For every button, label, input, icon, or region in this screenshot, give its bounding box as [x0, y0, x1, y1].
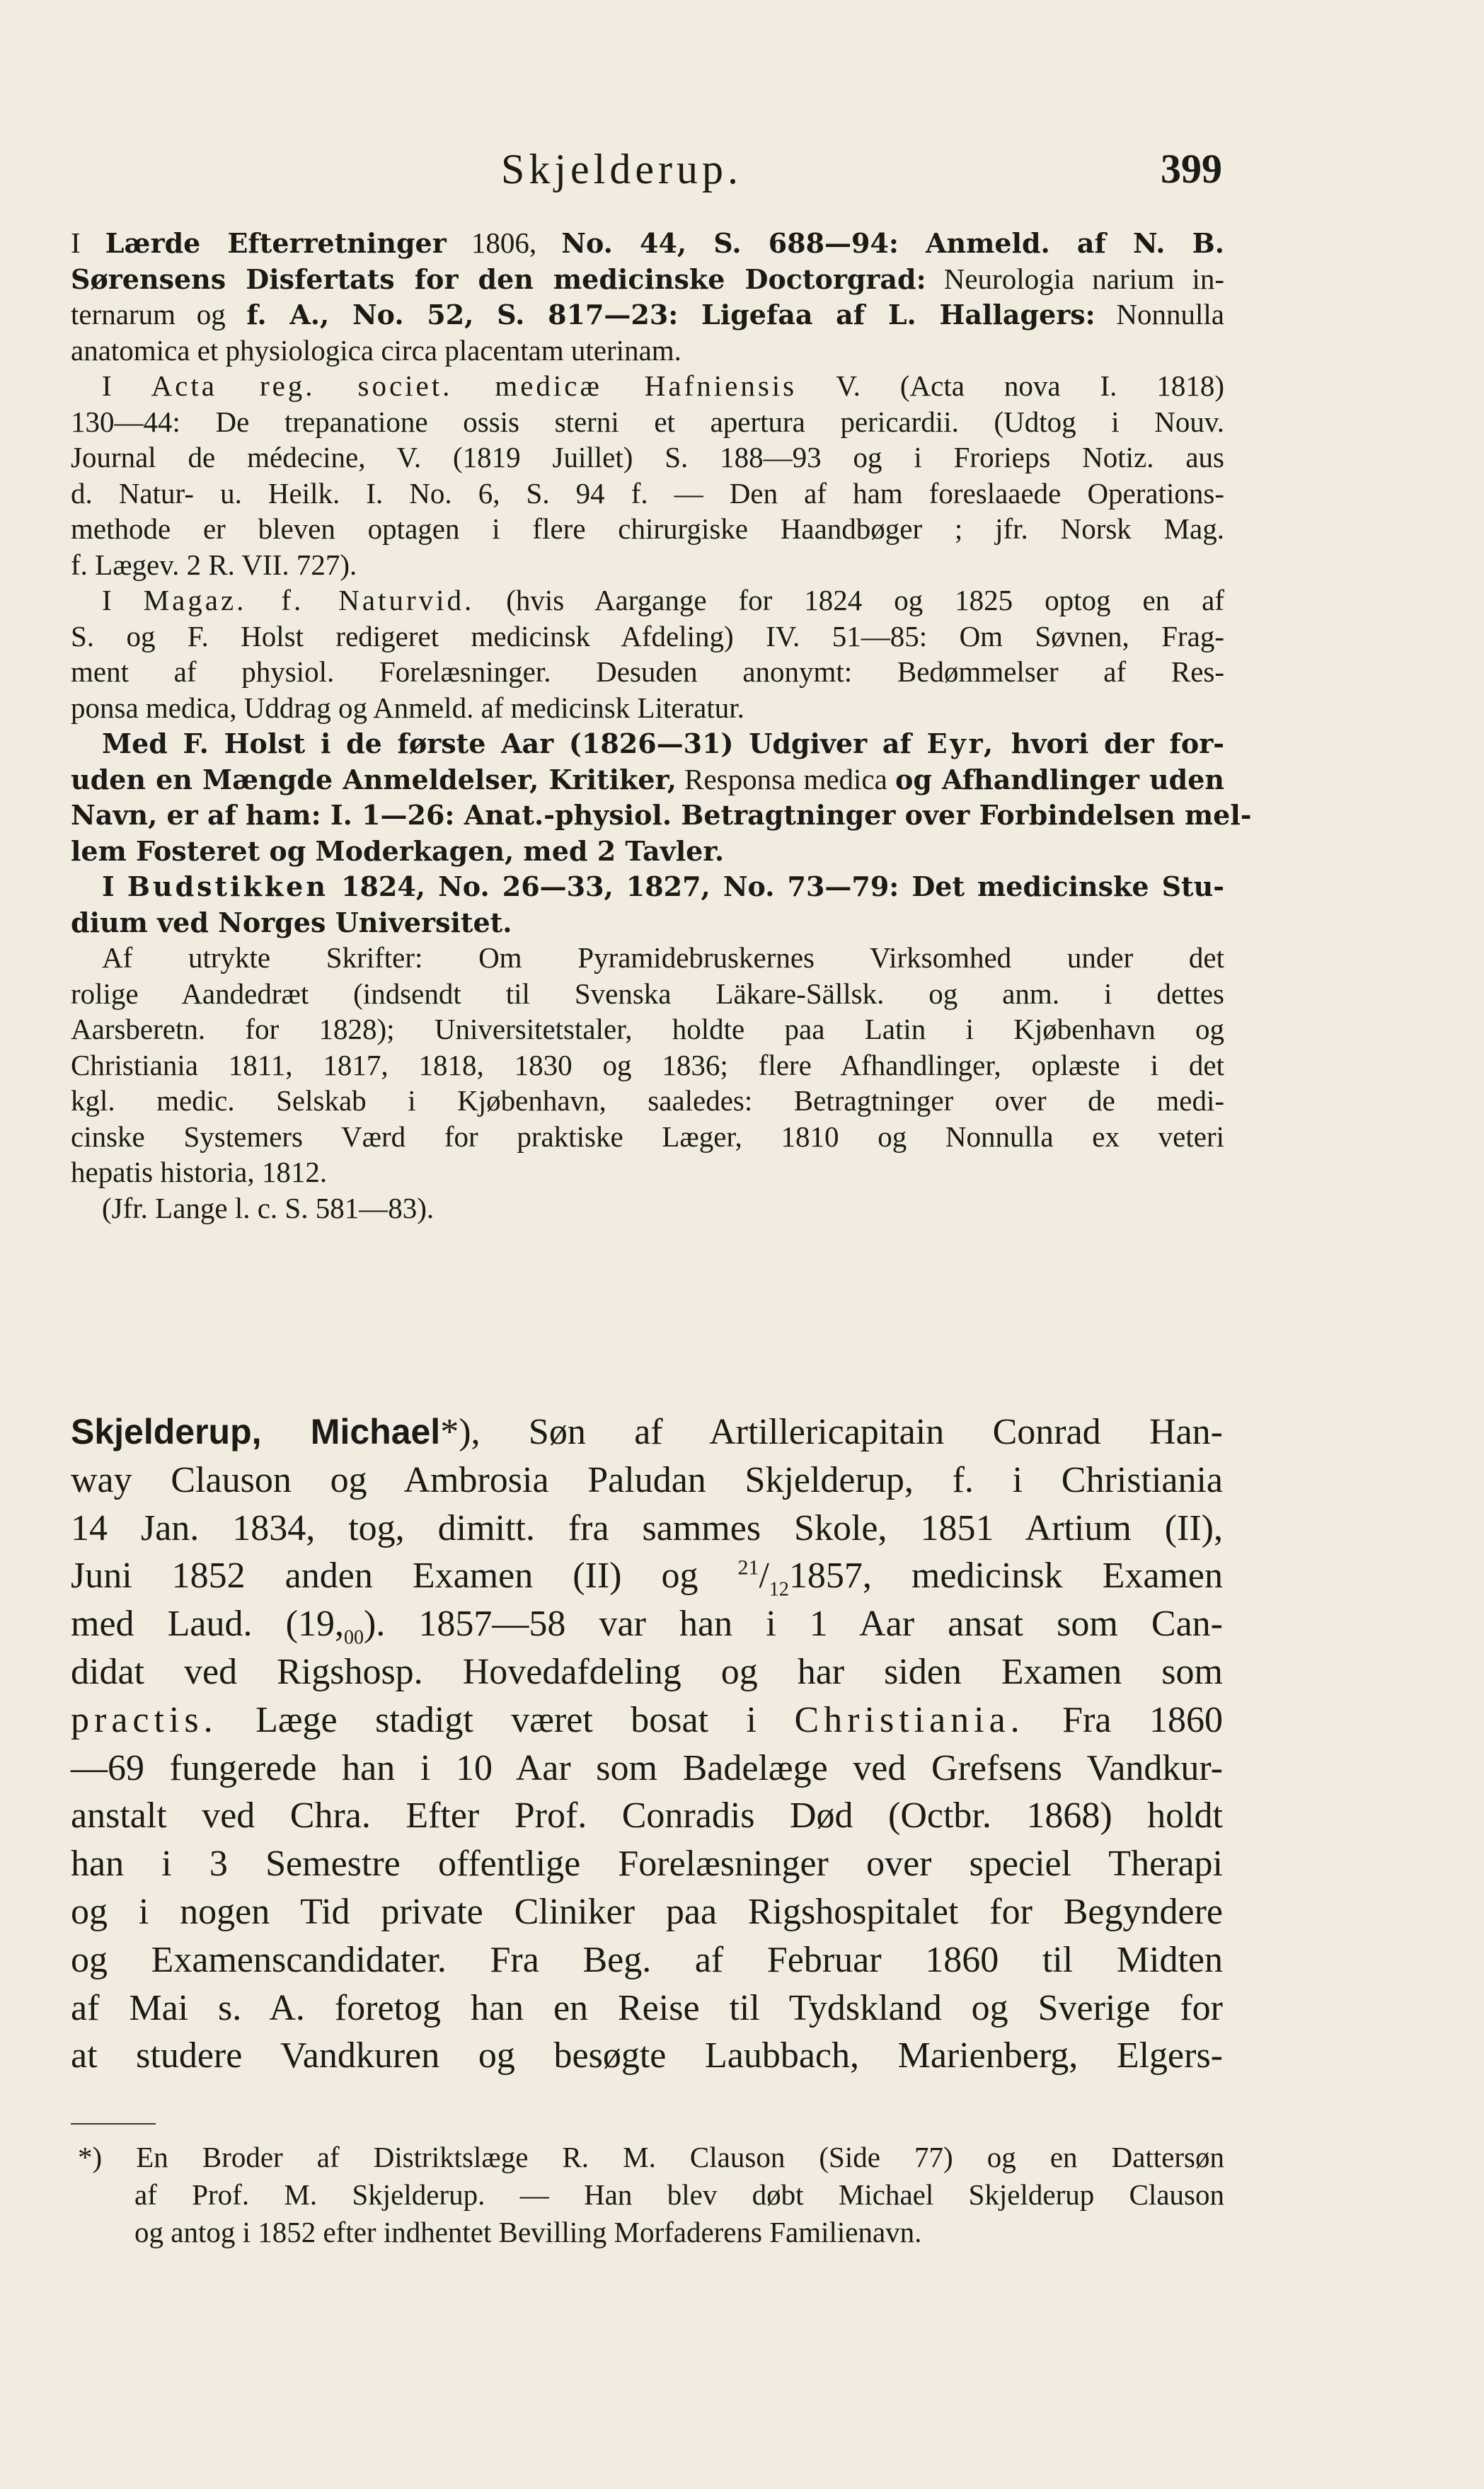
text-run: cinske Systemers Værd for praktiske Læger, 1810 og Nonnulla ex veteri [71, 1120, 1224, 1153]
text-run: I [71, 226, 105, 259]
text-run: f. Lægev. 2 R. VII. 727). [71, 548, 357, 581]
text-run: Af utrykte Skrifter: Om Pyramidebruskernes Virksomhed under det [102, 941, 1224, 974]
text-run: ment af physiol. Forelæsninger. Desuden anonymt: Bedømmelser af Res- [71, 655, 1224, 688]
text-line [71, 833, 1224, 869]
fraktur-text: lem Fosteret og Moderkagen, med 2 Tavler. [71, 834, 725, 867]
text-line [71, 582, 1224, 619]
bio-line: didat ved Rigshosp. Hovedafdeling og har siden Examen som [71, 1651, 1223, 1692]
footnote-line: og antog i 1852 efter indhentet Bevilling Morfaderens Familienavn. [134, 2216, 922, 2248]
text-run: I [102, 369, 151, 402]
text-line [71, 976, 1224, 1012]
text-line [71, 1083, 1224, 1119]
footnote [78, 2139, 1224, 2251]
fraction-slash: / [759, 1556, 769, 1597]
person-name: Skjelderup, Michael [71, 1412, 441, 1452]
fraction-denominator: 12 [769, 1578, 789, 1601]
bio-text: Juni 1852 anden Examen (II) og [71, 1556, 738, 1597]
text-line [71, 619, 1224, 655]
spaced-text: Magaz. f. Naturvid. [143, 584, 475, 616]
bio-line: way Clauson og Ambrosia Paludan Skjelderup, f. i Christiania [71, 1459, 1223, 1500]
text-run: Responsa medica [677, 762, 895, 795]
bio-line [71, 1552, 1223, 1600]
text-line [71, 654, 1224, 690]
text-run: Nonnulla [1095, 298, 1224, 330]
text-run: kgl. medic. Selskab i Kjøbenhavn, saaledes: Betragtninger over de medi- [71, 1084, 1224, 1117]
text-line [71, 547, 1224, 583]
text-line [71, 439, 1224, 476]
footnote-line: af Prof. M. Skjelderup. — Han blev døbt Michael Skjelderup Clauson [134, 2178, 1224, 2211]
bio-line [71, 1600, 1223, 1648]
text-run: ponsa medica, Uddrag og Anmeld. af medicinsk Literatur. [71, 691, 744, 724]
bio-line: og i nogen Tid private Cliniker paa Rigshospitalet for Begyndere [71, 1891, 1223, 1932]
text-run: 1806, [446, 226, 562, 259]
text-run: V. (Acta nova I. 1818) [797, 369, 1224, 402]
fraction-numerator: 21 [737, 1556, 759, 1580]
spaced-word: practis. [71, 1699, 218, 1740]
fraktur-text: No. 44, S. 688—94: Anmeld. af N. B. [561, 227, 1224, 259]
running-head: Skjelderup. [501, 146, 742, 192]
bio-text: ). 1857—58 var han i 1 Aar ansat som Can- [363, 1604, 1223, 1645]
fraktur-text: uden en Mængde Anmeldelser, Kritiker, [71, 763, 677, 795]
text-run: rolige Aandedræt (indsendt til Svenska Läkare-Sällsk. og anm. i dettes [71, 977, 1224, 1010]
text-run: (hvis Aargange for 1824 og 1825 optog en af [474, 584, 1224, 616]
fraktur-text: Med F. Holst i de første Aar (1826—31) Udgiver af [102, 728, 927, 759]
fraktur-text: f. A., No. 52, S. 817—23: Ligefaa af L. Hallagers: [246, 299, 1095, 330]
fraktur-text: og Afhandlinger uden [895, 763, 1225, 795]
text-line [71, 404, 1224, 440]
text-line [71, 904, 1224, 941]
text-line [71, 511, 1224, 547]
page-header [0, 145, 1484, 195]
bio-text: , Søn af Artillericapitain Conrad Han- [471, 1412, 1223, 1452]
text-run: Christiania 1811, 1817, 1818, 1830 og 1836; flere Afhandlinger, oplæste i det [71, 1048, 1224, 1081]
bio-text: 1857, medicinsk Examen [788, 1556, 1224, 1597]
text-line [71, 225, 1224, 261]
text-line [71, 725, 1224, 761]
text-run: Aarsberetn. for 1828); Universitetstaler, holdte paa Latin i Kjøbenhavn og [71, 1013, 1224, 1045]
grade-subscript: 00 [343, 1626, 364, 1649]
fraktur-text: Eyr, [926, 728, 996, 759]
text-line [71, 940, 1224, 976]
bio-line: af Mai s. A. foretog han en Reise til Tydskland og Sverige for [71, 1987, 1223, 2028]
bio-line: og Examenscandidater. Fra Beg. af Februar 1860 til Midten [71, 1939, 1223, 1980]
text-run: I [102, 584, 144, 616]
text-line [71, 1047, 1224, 1083]
text-run: hepatis historia, 1812. [71, 1156, 328, 1188]
bio-text: Fra 1860 [1024, 1699, 1223, 1740]
text-line [71, 297, 1224, 333]
bio-line: anstalt ved Chra. Efter Prof. Conradis Død (Octbr. 1868) holdt [71, 1795, 1223, 1836]
fraktur-text: dium ved Norges Universitet. [71, 906, 512, 938]
bio-line: —69 fungerede han i 10 Aar som Badelæge ved Grefsens Vandkur- [71, 1747, 1223, 1788]
footnote-divider [71, 2123, 156, 2125]
text-line [71, 1119, 1224, 1155]
text-line [71, 1154, 1224, 1190]
spaced-word: Christiania. [794, 1699, 1025, 1740]
text-run: Journal de médecine, V. (1819 Juillet) S. 188—93 og i Frorieps Notiz. aus [71, 441, 1224, 473]
text-line [71, 1011, 1224, 1047]
bio-line: at studere Vandkuren og besøgte Laubbach, Marienberg, Elgers- [71, 2035, 1223, 2076]
text-run: ternarum og [71, 298, 247, 330]
bio-line: han i 3 Semestre offentlige Forelæsninger over speciel Therapi [71, 1844, 1223, 1885]
bio-line [71, 1408, 1223, 1456]
text-line [71, 690, 1224, 726]
footnote-marker: *) [440, 1412, 471, 1452]
biography-entry [71, 1408, 1223, 2080]
bio-line [71, 1696, 1223, 1744]
text-line [71, 868, 1224, 904]
bio-text: med Laud. (19, [71, 1604, 344, 1645]
spaced-text: Acta reg. societ. medicæ Hafniensis [151, 369, 798, 402]
text-line [71, 368, 1224, 404]
text-line [71, 761, 1224, 798]
text-run: S. og F. Holst redigeret medicinsk Afdeling) IV. 51—85: Om Søvnen, Frag- [71, 619, 1224, 653]
bio-line: 14 Jan. 1834, tog, dimitt. fra sammes Skole, 1851 Artium (II), [71, 1507, 1223, 1548]
fraktur-text: Navn, er af ham: I. 1—26: Anat.-physiol. Betragtninger over Forbindelsen mel- [71, 799, 1252, 831]
text-line [71, 333, 1224, 369]
text-line [71, 1190, 1224, 1226]
fraktur-text: Sørensens Disfertats for den medicinske Doctorgrad: [71, 263, 926, 295]
fraktur-text: Lærde Efterretninger [105, 227, 447, 259]
text-run: methode er bleven optagen i flere chirurgiske Haandbøger ; jfr. Norsk Mag. [71, 512, 1224, 545]
fraktur-text: 1824, No. 26—33, 1827, No. 73—79: Det medicinske Stu- [328, 870, 1224, 902]
text-run: Neurologia narium in- [926, 262, 1224, 295]
text-line [71, 797, 1252, 833]
fraktur-text: hvori der for- [996, 728, 1224, 759]
text-run: anatomica et physiologica circa placentam uterinam. [71, 333, 681, 367]
text-run: d. Natur- u. Heilk. I. No. 6, S. 94 f. — Den af ham foreslaaede Operations- [71, 476, 1224, 510]
text-line [71, 261, 1224, 297]
fraktur-text: I [102, 870, 127, 902]
page-number: 399 [1161, 146, 1222, 192]
bio-text: Læge stadigt været bosat i [217, 1699, 795, 1740]
bibliography-text [71, 225, 1252, 1226]
fraktur-text: Budstikken [127, 870, 328, 902]
text-line [71, 476, 1224, 512]
text-run: (Jfr. Lange l. c. S. 581—83). [102, 1191, 435, 1224]
footnote-line: *) En Broder af Distriktslæge R. M. Clauson (Side 77) og en Dattersøn [78, 2141, 1224, 2173]
text-run: 130—44: De trepanatione ossis sterni et apertura pericardii. (Udtog i Nouv. [71, 405, 1224, 438]
